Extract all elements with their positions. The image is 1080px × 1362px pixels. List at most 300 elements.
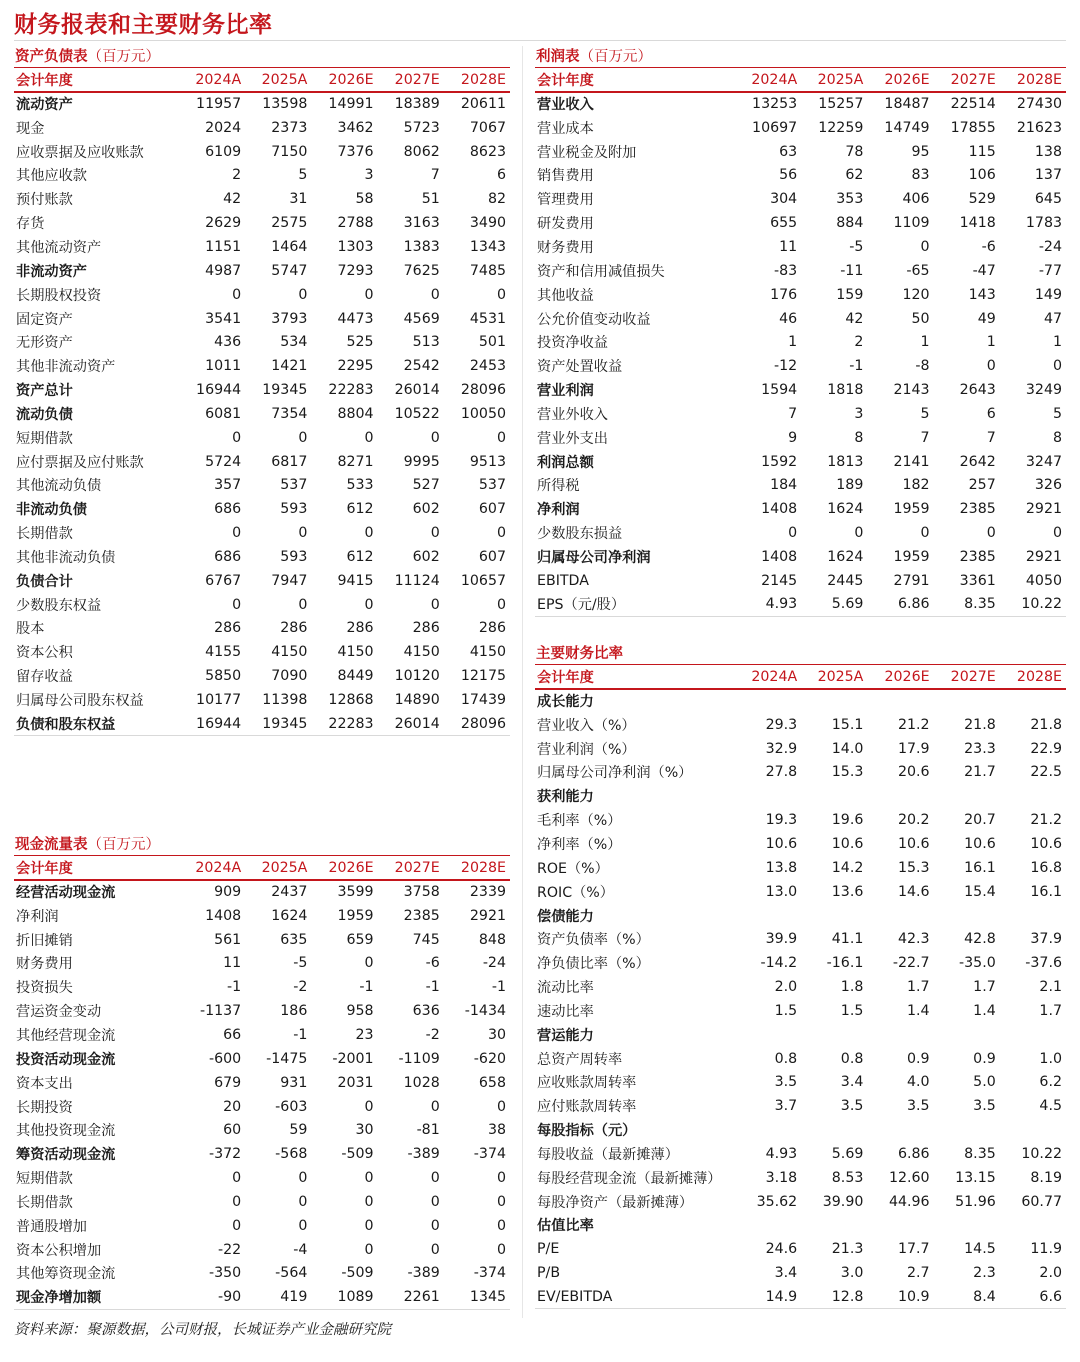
value-cell: 3.4	[774, 1265, 798, 1282]
value-cell: 6.6	[1000, 1285, 1066, 1309]
value-cell: 0	[298, 596, 308, 613]
value-cell: 30	[487, 1026, 506, 1043]
value-cell: 1408	[761, 501, 798, 518]
value-cell: 2921	[1025, 548, 1062, 565]
row-label: 应付账款周转率	[537, 1099, 637, 1116]
value-cell: 2.7	[906, 1265, 930, 1282]
value-cell: 4050	[1025, 572, 1062, 589]
value-cell: 39.90	[822, 1193, 864, 1210]
value-cell: -1	[293, 1026, 308, 1043]
value-cell: -81	[416, 1122, 440, 1139]
year-header: 2024A	[179, 856, 245, 880]
value-cell: 47	[1043, 310, 1062, 327]
value-cell: 645	[1034, 191, 1062, 208]
value-cell: -6	[425, 955, 440, 972]
value-cell: 13.8	[765, 859, 798, 876]
row-label: 每股指标（元）	[537, 1123, 637, 1140]
value-cell: 607	[478, 548, 506, 565]
value-cell: 50	[911, 310, 930, 327]
row-label: 营运资金变动	[16, 1004, 102, 1021]
value-cell: 353	[836, 191, 864, 208]
row-label: 其他投资现金流	[16, 1123, 116, 1140]
table-row	[535, 307, 1066, 331]
value-cell: -600	[208, 1050, 242, 1067]
value-cell: 8.19	[1030, 1169, 1062, 1186]
value-cell: -37.6	[1025, 955, 1062, 972]
row-label: 固定资产	[16, 311, 73, 328]
value-cell: 0	[364, 1193, 374, 1210]
row-label: 流动负债	[16, 406, 73, 423]
value-cell: 106	[968, 167, 996, 184]
table-row	[14, 975, 510, 999]
value-cell: 8.35	[934, 593, 1000, 617]
value-cell: 14.6	[897, 883, 930, 900]
value-cell: 23	[355, 1026, 374, 1043]
value-cell	[867, 784, 933, 808]
value-cell: 2	[232, 167, 242, 184]
value-cell: 0	[364, 525, 374, 542]
value-cell: -564	[275, 1265, 308, 1282]
row-label: 营业外支出	[537, 430, 608, 447]
value-cell: 0	[496, 1098, 506, 1115]
value-cell: 26014	[394, 382, 440, 399]
value-cell: 28096	[460, 382, 506, 399]
value-cell	[801, 784, 867, 808]
value-cell: 6.2	[1039, 1074, 1062, 1091]
source-footnote: 资料来源：聚源数据，公司财报，长城证券产业金融研究院	[14, 1322, 391, 1338]
value-cell	[934, 1118, 1000, 1142]
row-label: 管理费用	[537, 192, 594, 209]
value-cell: -90	[179, 1285, 245, 1309]
value-cell: 22.5	[1030, 764, 1062, 781]
value-cell: 745	[412, 931, 440, 948]
value-cell: 13598	[262, 96, 308, 113]
value-cell: 182	[902, 477, 930, 494]
value-cell: 28096	[444, 712, 510, 736]
value-cell: 9	[788, 429, 798, 446]
value-cell: 42.8	[964, 931, 996, 948]
value-cell: -1	[227, 979, 242, 996]
value-cell: 1818	[827, 382, 864, 399]
value-cell: 3758	[403, 884, 440, 901]
value-cell: 35.62	[756, 1193, 798, 1210]
value-cell: 0	[298, 525, 308, 542]
value-cell: 1.4	[973, 1002, 996, 1019]
cash-flow-table	[14, 856, 510, 1310]
value-cell: 1	[788, 334, 798, 351]
value-cell: 1783	[1025, 215, 1062, 232]
row-label: 净利润	[16, 908, 59, 925]
value-cell: -1475	[266, 1050, 308, 1067]
row-label: 应付票据及应付账款	[16, 454, 144, 471]
value-cell: 357	[214, 477, 242, 494]
value-cell: -1434	[464, 1003, 506, 1020]
value-cell: 14749	[884, 119, 930, 136]
value-cell: 38	[487, 1122, 506, 1139]
value-cell: 20.7	[964, 812, 996, 829]
row-label: 偿债能力	[537, 908, 594, 925]
value-cell: 602	[412, 501, 440, 518]
value-cell: 2295	[337, 358, 374, 375]
value-cell: 11398	[262, 692, 308, 709]
value-cell: -509	[341, 1146, 374, 1163]
value-cell: 0	[364, 286, 374, 303]
row-label: 销售费用	[537, 168, 594, 185]
value-cell: 22514	[950, 96, 996, 113]
row-label: 每股经营现金流（最新摊薄）	[537, 1170, 722, 1187]
value-cell: -6	[981, 238, 996, 255]
value-cell: 1959	[337, 907, 374, 924]
value-cell: 2143	[893, 382, 930, 399]
value-cell: 9995	[403, 453, 440, 470]
value-cell: 7150	[271, 143, 308, 160]
value-cell: 15257	[818, 96, 864, 113]
value-cell: 3490	[469, 215, 506, 232]
value-cell: 137	[1034, 167, 1062, 184]
table-row	[14, 1095, 510, 1119]
value-cell: 1592	[761, 453, 798, 470]
row-label: 成长能力	[537, 694, 594, 711]
value-cell: 286	[346, 620, 374, 637]
year-header: 2027E	[934, 68, 1000, 92]
row-label: 营业收入（%）	[537, 717, 636, 734]
value-cell: 51	[421, 191, 440, 208]
table-row	[535, 1118, 1066, 1142]
value-cell: 1408	[205, 907, 242, 924]
value-cell: 5	[1052, 405, 1062, 422]
year-header: 2026E	[867, 665, 933, 689]
value-cell: 0	[496, 596, 506, 613]
value-cell	[801, 1023, 867, 1047]
value-cell: 2	[854, 334, 864, 351]
row-label: 存货	[16, 216, 45, 233]
value-cell: 13.15	[955, 1169, 996, 1186]
table-row	[535, 259, 1066, 283]
value-cell: 286	[478, 620, 506, 637]
value-cell	[801, 1118, 867, 1142]
value-cell: 17439	[460, 692, 506, 709]
value-cell: 0	[364, 1170, 374, 1187]
table-row	[14, 952, 510, 976]
value-cell: 20.2	[897, 812, 930, 829]
value-cell: 537	[280, 477, 308, 494]
value-cell: 2.3	[973, 1265, 996, 1282]
value-cell: 5.69	[831, 1145, 864, 1162]
value-cell: 37.9	[1030, 931, 1062, 948]
value-cell: 0.9	[906, 1050, 930, 1067]
header-row	[14, 68, 510, 92]
value-cell: 0	[298, 1217, 308, 1234]
value-cell: 679	[214, 1074, 242, 1091]
table-row	[14, 521, 510, 545]
row-label: 资产处置收益	[537, 359, 623, 376]
value-cell: 6	[986, 405, 996, 422]
row-label: 营业收入	[537, 97, 594, 114]
value-cell: 909	[214, 884, 242, 901]
value-cell: 18487	[884, 96, 930, 113]
value-cell: 326	[1034, 477, 1062, 494]
row-label: 投资损失	[16, 980, 73, 997]
value-cell: 0	[364, 1098, 374, 1115]
row-label: 资本公积	[16, 645, 73, 662]
table-row	[535, 497, 1066, 521]
value-cell: 11957	[196, 96, 242, 113]
value-cell: 0	[298, 286, 308, 303]
value-cell: 22283	[328, 382, 374, 399]
table-row	[535, 689, 1066, 713]
year-header: 2024A	[179, 68, 245, 92]
table-row	[535, 474, 1066, 498]
value-cell: 10522	[394, 405, 440, 422]
value-cell: -65	[906, 262, 930, 279]
table-row	[535, 1071, 1066, 1095]
row-label: 归属母公司净利润	[537, 549, 651, 566]
value-cell: 1594	[761, 382, 798, 399]
row-label: 资本支出	[16, 1075, 73, 1092]
value-cell: 21.8	[964, 716, 996, 733]
value-cell: -1	[849, 358, 864, 375]
financial-ratios-panel	[535, 643, 1066, 1309]
value-cell: -14.2	[760, 955, 798, 972]
value-cell: 7485	[469, 262, 506, 279]
value-cell: -77	[1038, 262, 1062, 279]
row-label: 其他收益	[537, 287, 594, 304]
value-cell: 12175	[460, 668, 506, 685]
row-label: 非流动资产	[16, 263, 87, 280]
value-cell: 5724	[205, 453, 242, 470]
value-cell: 2145	[761, 572, 798, 589]
value-cell: 593	[280, 501, 308, 518]
value-cell: 115	[968, 143, 996, 160]
value-cell: 4155	[205, 644, 242, 661]
value-cell: 41.1	[831, 931, 864, 948]
row-label: 所得税	[537, 478, 580, 495]
value-cell: 5	[298, 167, 308, 184]
value-cell: 12868	[328, 692, 374, 709]
value-cell: 12.60	[888, 1169, 930, 1186]
row-label: 营业成本	[537, 120, 594, 137]
value-cell: 7	[986, 429, 996, 446]
row-label: ROE（%）	[537, 860, 609, 877]
value-cell: 0	[430, 286, 440, 303]
value-cell: 0	[232, 525, 242, 542]
value-cell: 5	[920, 405, 930, 422]
value-cell: 1.7	[906, 979, 930, 996]
row-label: 资本公积增加	[16, 1242, 102, 1259]
value-cell: 1418	[959, 215, 996, 232]
value-cell: -603	[275, 1098, 308, 1115]
table-row	[535, 92, 1066, 116]
year-header: 2026E	[311, 68, 377, 92]
value-cell: -16.1	[826, 955, 864, 972]
value-cell: 4987	[205, 262, 242, 279]
value-cell: 42	[845, 310, 864, 327]
value-cell: 2445	[827, 572, 864, 589]
table-row	[14, 1238, 510, 1262]
value-cell: 0	[298, 429, 308, 446]
value-cell: 527	[412, 477, 440, 494]
value-cell: -620	[473, 1050, 506, 1067]
value-cell: 176	[770, 286, 798, 303]
row-label: ROIC（%）	[537, 884, 614, 901]
value-cell: -568	[275, 1146, 308, 1163]
value-cell: 4150	[403, 644, 440, 661]
value-cell	[867, 1023, 933, 1047]
value-cell: 1624	[271, 907, 308, 924]
row-label: 公允价值变动收益	[537, 311, 651, 328]
value-cell: 0	[496, 429, 506, 446]
value-cell: 51.96	[955, 1193, 996, 1210]
value-cell: 0	[430, 429, 440, 446]
value-cell: 3.4	[840, 1074, 864, 1091]
value-cell: 2141	[893, 453, 930, 470]
value-cell: 2642	[959, 453, 996, 470]
value-cell: 66	[223, 1026, 242, 1043]
table-row	[535, 211, 1066, 235]
value-cell: -12	[774, 358, 798, 375]
value-cell: 14.9	[735, 1285, 801, 1309]
table-row	[535, 1142, 1066, 1166]
table-row	[14, 164, 510, 188]
value-cell: 184	[770, 477, 798, 494]
table-row	[535, 378, 1066, 402]
table-row	[535, 140, 1066, 164]
cash-flow-title: 现金流量表（百万元）	[14, 834, 510, 856]
value-cell: 658	[478, 1074, 506, 1091]
table-row	[535, 975, 1066, 999]
value-cell: 26014	[378, 712, 444, 736]
row-label: 负债合计	[16, 573, 73, 590]
income-statement-title: 利润表（百万元）	[535, 46, 1066, 68]
value-cell: 0	[430, 1241, 440, 1258]
value-cell: 1	[920, 334, 930, 351]
row-label: 其他非流动负债	[16, 549, 116, 566]
year-header: 2025A	[801, 68, 867, 92]
value-cell: -350	[208, 1265, 242, 1282]
table-row	[535, 569, 1066, 593]
value-cell: 7	[788, 405, 798, 422]
value-cell: 16944	[179, 712, 245, 736]
table-row	[535, 593, 1066, 617]
value-cell: 5723	[403, 119, 440, 136]
row-label: 归属母公司净利润（%）	[537, 765, 693, 782]
value-cell: 1	[1052, 334, 1062, 351]
table-row	[14, 378, 510, 402]
row-label: 估值比率	[537, 1218, 594, 1235]
value-cell: 0.8	[774, 1050, 798, 1067]
value-cell: 2629	[205, 215, 242, 232]
value-cell: 14.0	[831, 740, 864, 757]
value-cell: 0	[1052, 358, 1062, 375]
value-cell: 2031	[337, 1074, 374, 1091]
row-label: 资产负债率（%）	[537, 932, 650, 949]
value-cell: 0	[298, 1170, 308, 1187]
value-cell: -389	[407, 1265, 440, 1282]
value-cell: 1.4	[906, 1002, 930, 1019]
value-cell: 31	[289, 191, 308, 208]
value-cell: 21.3	[831, 1241, 864, 1258]
table-row	[14, 354, 510, 378]
row-label: 经营活动现金流	[16, 885, 116, 902]
value-cell: -5	[849, 238, 864, 255]
row-label: 流动资产	[16, 97, 73, 114]
value-cell: 20.6	[897, 764, 930, 781]
value-cell: 1959	[893, 501, 930, 518]
value-cell: 0	[496, 1217, 506, 1234]
value-cell: 29.3	[765, 716, 798, 733]
value-cell	[735, 1023, 801, 1047]
row-label: 净利率（%）	[537, 836, 622, 853]
row-label: 普通股增加	[16, 1218, 87, 1235]
value-cell	[1000, 784, 1066, 808]
table-row	[535, 426, 1066, 450]
table-row	[14, 283, 510, 307]
value-cell: 1624	[827, 548, 864, 565]
table-row	[535, 521, 1066, 545]
value-cell: 21.2	[1030, 812, 1062, 829]
value-cell: 15.3	[897, 859, 930, 876]
value-cell: 23.3	[964, 740, 996, 757]
value-cell: 406	[902, 191, 930, 208]
value-cell	[1000, 1214, 1066, 1238]
value-cell: -509	[341, 1265, 374, 1282]
value-cell	[735, 784, 801, 808]
value-cell: 501	[478, 334, 506, 351]
row-label: 长期借款	[16, 526, 73, 543]
value-cell: 6817	[271, 453, 308, 470]
value-cell: 2643	[959, 382, 996, 399]
value-cell: 0	[364, 1217, 374, 1234]
table-row	[535, 737, 1066, 761]
value-cell: 0	[232, 1170, 242, 1187]
value-cell: 7090	[271, 668, 308, 685]
value-cell: 3541	[205, 310, 242, 327]
value-cell: 21.2	[897, 716, 930, 733]
value-cell: 13253	[752, 96, 798, 113]
value-cell: 5.0	[973, 1074, 996, 1091]
value-cell: 60	[223, 1122, 242, 1139]
value-cell: 10.6	[765, 835, 798, 852]
value-cell	[934, 784, 1000, 808]
row-label: P/E	[537, 1241, 560, 1258]
row-label: 净负债比率（%）	[537, 956, 650, 973]
header-label: 会计年度	[14, 856, 179, 880]
row-label: 其他非流动资产	[16, 359, 116, 376]
value-cell: -2001	[332, 1050, 374, 1067]
income-statement-table	[535, 68, 1066, 617]
value-cell: 7376	[337, 143, 374, 160]
value-cell: 1089	[311, 1285, 377, 1309]
row-label: 负债和股东权益	[14, 712, 179, 736]
table-row	[535, 235, 1066, 259]
value-cell: 14890	[394, 692, 440, 709]
row-label: 非流动负债	[16, 502, 87, 519]
value-cell: -11	[840, 262, 864, 279]
value-cell: -1109	[398, 1050, 440, 1067]
value-cell: 60.77	[1021, 1193, 1062, 1210]
value-cell: 2373	[271, 119, 308, 136]
value-cell: 2791	[893, 572, 930, 589]
value-cell: 10177	[196, 692, 242, 709]
year-header: 2028E	[444, 856, 510, 880]
value-cell: -1137	[199, 1003, 242, 1020]
table-row	[535, 116, 1066, 140]
table-row	[535, 1285, 1066, 1309]
value-cell: -83	[774, 262, 798, 279]
value-cell	[801, 904, 867, 928]
value-cell	[867, 1214, 933, 1238]
value-cell: 63	[779, 143, 798, 160]
